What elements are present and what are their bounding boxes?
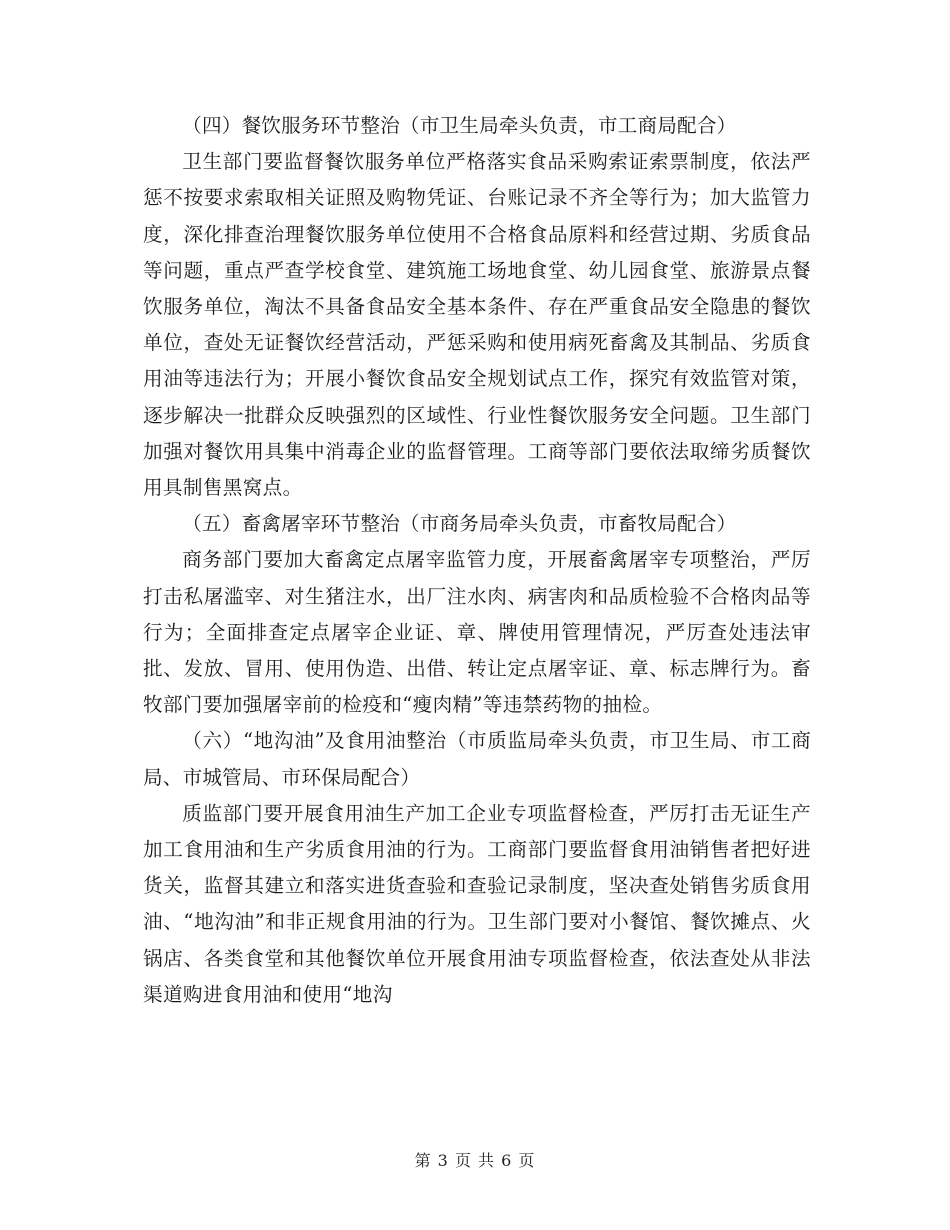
paragraph-catering: 卫生部门要监督餐饮服务单位严格落实食品采购索证索票制度，依法严惩不按要求索取相关证照及购物凭证、台账记录不齐全等行为；加大监管力度，深化排查治理餐饮服务单位使用不合格食品原料和经营过期、劣质食品等问题，重点严查学校食堂、建筑施工场地食堂、幼儿园食堂、旅游景点餐饮服务单位，淘汰不具备食品安全基本条件、存在严重食品安全隐患的餐饮单位，查处无证餐饮经营活动，严惩采购和使用病死畜禽及其制品、劣质食用油等违法行为；开展小餐饮食品安全规划试点工作，探究有效监管对策，逐步解决一批群众反映强烈的区域性、行业性餐饮服务安全问题。卫生部门加强对餐饮用具集中消毒企业的监督管理。工商等部门要依法取缔劣质餐饮用具制售黑窝点。 (143, 150, 811, 500)
paragraph-slaughter: 商务部门要加大畜禽定点屠宰监管力度，开展畜禽屠宰专项整治，严厉打击私屠滥宰、对生猪注水，出厂注水肉、病害肉和品质检验不合格肉品等行为；全面排查定点屠宰企业证、章、牌使用管理情况，严厉查处违法审批、发放、冒用、使用伪造、出借、转让定点屠宰证、章、标志牌行为。畜牧部门要加强屠宰前的检疫和“瘦肉精”等违禁药物的抽检。 (143, 548, 811, 717)
paragraph-edible-oil: 质监部门要开展食用油生产加工企业专项监督检查，严厉打击无证生产加工食用油和生产劣质食用油的行为。工商部门要监督食用油销售者把好进货关，监督其建立和落实进货查验和查验记录制度，坚决查处销售劣质食用油、“地沟油”和非正规食用油的行为。卫生部门要对小餐馆、餐饮摊点、火锅店、各类食堂和其他餐饮单位开展食用油专项监督检查，依法查处从非法渠道购进食用油和使用“地沟 (143, 801, 811, 1006)
document-body (143, 108, 811, 1013)
section-heading-5: （五）畜禽屠宰环节整治（市商务局牵头负责，市畜牧局配合） (182, 512, 737, 536)
section-heading-4: （四）餐饮服务环节整治（市卫生局牵头负责，市工商局配合） (182, 114, 737, 137)
page-number-footer: 第 3 页 共 6 页 (414, 1151, 536, 1170)
section-heading-6: （六）“地沟油”及食用油整治（市质监局牵头负责，市卫生局、市工商局、市城管局、市环保局配合） (143, 729, 811, 789)
